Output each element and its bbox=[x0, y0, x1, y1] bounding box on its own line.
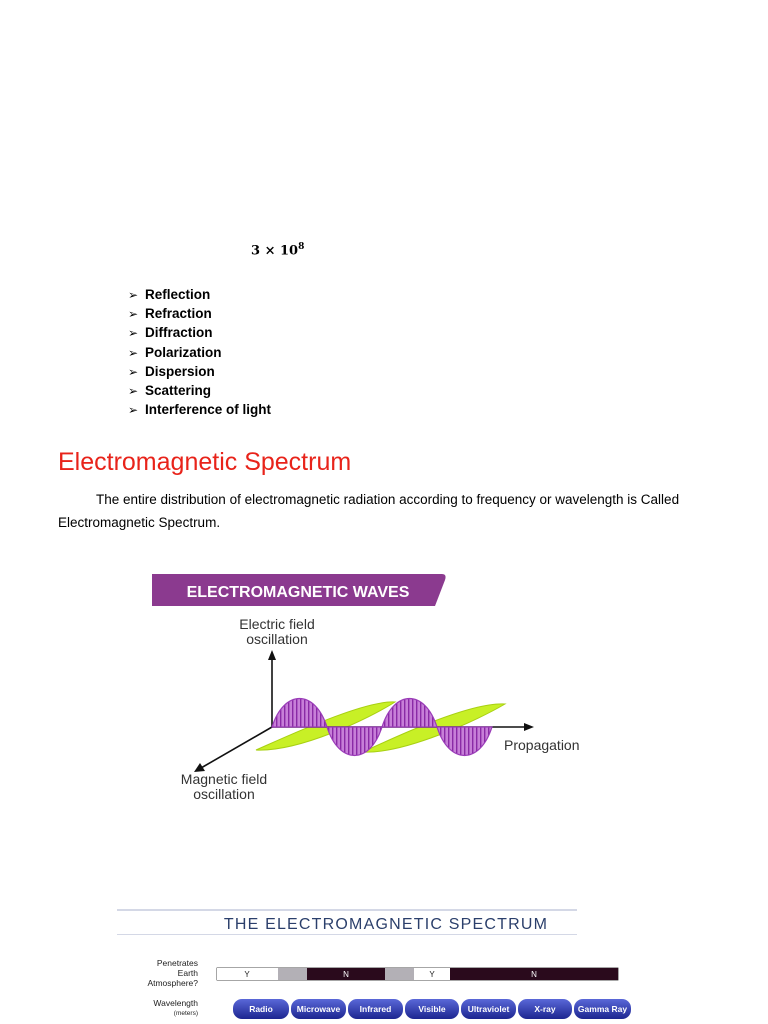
propagation-label: Propagation bbox=[504, 737, 580, 753]
arrow-bullet-icon: ➢ bbox=[128, 383, 139, 398]
penetrates-label: Penetrates bbox=[156, 958, 198, 968]
atmosphere-label: Y bbox=[244, 970, 250, 979]
arrow-bullet-icon: ➢ bbox=[128, 364, 139, 379]
list-item-label: Diffraction bbox=[145, 325, 213, 341]
list-item bbox=[128, 323, 271, 342]
band-label: Infrared bbox=[359, 1004, 392, 1014]
electric-field-label: Electric field bbox=[239, 616, 315, 632]
list-item bbox=[128, 381, 271, 400]
list-item-label: Reflection bbox=[145, 287, 211, 302]
arrow-bullet-icon: ➢ bbox=[128, 403, 139, 418]
formula-base: 3 × 10 bbox=[251, 243, 299, 259]
band-label: Microwave bbox=[296, 1004, 341, 1014]
list-item-label: Refraction bbox=[145, 306, 212, 322]
atmosphere-label: Y bbox=[429, 970, 435, 979]
wavelength-label: Wavelength bbox=[153, 998, 198, 1008]
list-item-label: Interference of light bbox=[145, 402, 272, 418]
atmosphere-segment-partial bbox=[385, 968, 414, 980]
list-item-label: Polarization bbox=[145, 344, 222, 360]
penetrates-label-2: Earth bbox=[177, 968, 198, 978]
band-label: Visible bbox=[418, 1004, 446, 1014]
banner-title: ELECTROMAGNETIC WAVES bbox=[186, 584, 410, 601]
list-item-label: Scattering bbox=[145, 382, 212, 398]
em-waves-figure bbox=[150, 572, 600, 812]
axis-arrowhead bbox=[268, 650, 276, 660]
band-label: Radio bbox=[249, 1004, 273, 1014]
list-item bbox=[128, 400, 271, 419]
band-label: Ultraviolet bbox=[467, 1004, 510, 1014]
arrow-bullet-icon: ➢ bbox=[128, 326, 139, 341]
list-item bbox=[128, 362, 271, 381]
list-item bbox=[128, 304, 271, 323]
atmosphere-label: N bbox=[343, 970, 349, 979]
band-label: Gamma Ray bbox=[577, 1004, 628, 1014]
spectrum-title-rule bbox=[117, 909, 577, 911]
light-properties-list bbox=[128, 285, 271, 419]
band-label: X-ray bbox=[534, 1004, 556, 1014]
list-item-label: Dispersion bbox=[145, 363, 215, 379]
formula-exponent: 8 bbox=[298, 242, 305, 252]
atmosphere-segment-partial bbox=[278, 968, 307, 980]
magnetic-field-label-2: oscillation bbox=[193, 786, 255, 802]
magnetic-field-label: Magnetic field bbox=[180, 771, 268, 787]
list-item bbox=[128, 285, 271, 304]
electric-field-label-2: oscillation bbox=[246, 631, 308, 647]
electric-wave-lobe bbox=[272, 699, 327, 728]
arrow-bullet-icon: ➢ bbox=[128, 288, 139, 302]
arrow-bullet-icon: ➢ bbox=[128, 307, 139, 322]
speed-of-light-formula bbox=[251, 242, 304, 258]
section-paragraph: The entire distribution of electromagnetic radiation according to frequency or wavelength is Called Electromagnetic Spectrum. bbox=[58, 492, 680, 530]
penetrates-label-3: Atmosphere? bbox=[147, 978, 198, 988]
spectrum-title: THE ELECTROMAGNETIC SPECTRUM bbox=[223, 916, 549, 933]
section-heading: Electromagnetic Spectrum bbox=[58, 448, 352, 476]
list-item bbox=[128, 343, 271, 362]
wavelength-unit: (meters) bbox=[173, 1010, 198, 1017]
electric-wave-lobe bbox=[437, 727, 492, 756]
atmosphere-label: N bbox=[531, 970, 537, 979]
em-spectrum-figure bbox=[115, 905, 635, 1024]
spectrum-title-rule bbox=[117, 934, 577, 935]
arrow-bullet-icon: ➢ bbox=[128, 345, 139, 360]
axis-arrowhead bbox=[524, 723, 534, 731]
